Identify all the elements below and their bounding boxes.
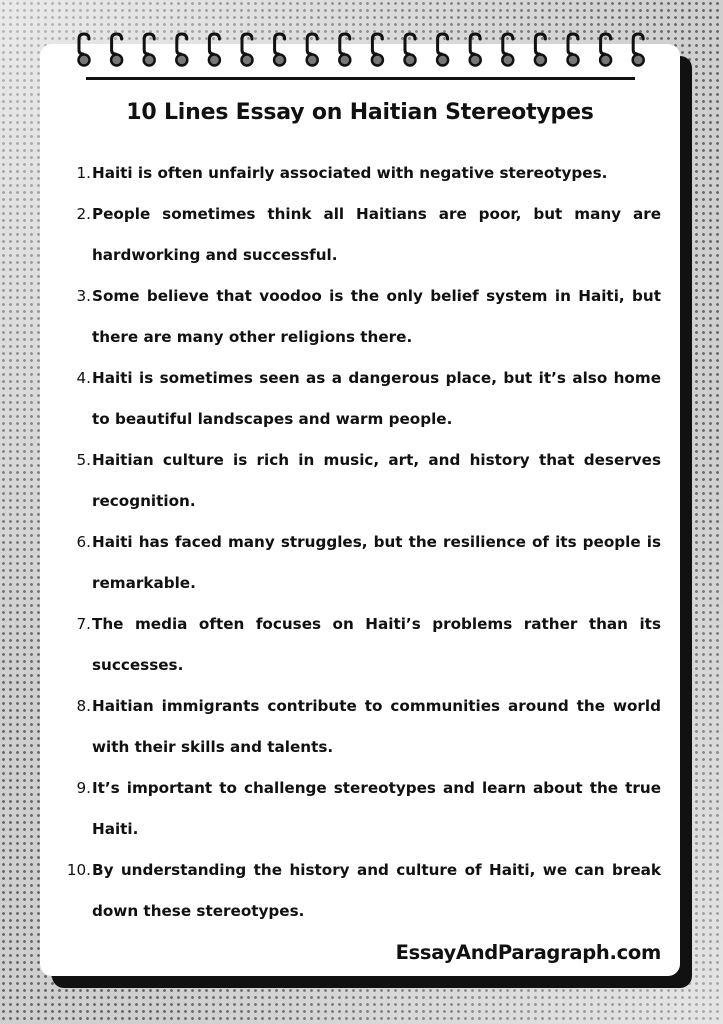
line-number: 8. [76,697,91,715]
essay-line [58,276,661,358]
spiral-ring-icon [633,34,644,66]
spiral-ring-icon [372,34,383,66]
line-text: It’s important to challenge stereotypes and learn about the true Haiti. [92,779,661,838]
line-number: 7. [76,615,91,633]
essay-line [58,522,661,604]
site-watermark: EssayAndParagraph.com [395,941,661,964]
line-text: The media often focuses on Haiti’s problems rather than its successes. [92,615,661,674]
essay-list [58,153,661,932]
spiral-ring-icon [307,34,318,66]
page-title: 10 Lines Essay on Haitian Stereotypes [126,100,594,125]
spiral-ring-icon [470,34,481,66]
line-number: 5. [76,451,91,469]
spiral-ring-icon [600,34,611,66]
line-number: 4. [76,369,91,387]
spiral-binding [70,32,652,72]
line-text: Haiti has faced many struggles, but the resilience of its people is remarkable. [92,533,661,592]
spiral-ring-icon [502,34,513,66]
line-text: By understanding the history and culture of Haiti, we can break down these stereotypes. [92,861,661,920]
line-text: Haiti is often unfairly associated with negative stereotypes. [92,164,608,182]
line-number: 9. [76,779,91,797]
spiral-ring-icon [176,34,187,66]
line-number: 2. [76,205,91,223]
essay-line [58,440,661,522]
essay-line [58,604,661,686]
divider-line [86,77,635,80]
line-text: Haitian immigrants contribute to communities around the world with their skills and talents. [92,697,661,756]
line-text: Haitian culture is rich in music, art, and history that deserves recognition. [92,451,661,510]
line-number: 3. [76,287,91,305]
spiral-ring-icon [568,34,579,66]
spiral-ring-icon [242,34,253,66]
essay-line [58,686,661,768]
line-number: 10. [66,861,91,879]
spiral-ring-icon [405,34,416,66]
spiral-ring-icon [111,34,122,66]
line-number: 1. [76,164,91,182]
line-text: Haiti is sometimes seen as a dangerous place, but it’s also home to beautiful landscapes and warm people. [92,369,661,428]
spiral-ring-icon [79,34,90,66]
spiral-ring-icon [535,34,546,66]
spiral-ring-icon [209,34,220,66]
essay-line [58,194,661,276]
essay-line [58,850,661,932]
line-text: Some believe that voodoo is the only belief system in Haiti, but there are many other religions there. [92,287,661,346]
line-number: 6. [76,533,91,551]
spiral-ring-icon [437,34,448,66]
spiral-ring-icon [274,34,285,66]
spiral-ring-icon [144,34,155,66]
essay-line [58,358,661,440]
line-text: People sometimes think all Haitians are poor, but many are hardworking and successful. [92,205,661,264]
spiral-ring-icon [339,34,350,66]
essay-line [58,153,661,194]
essay-line [58,768,661,850]
